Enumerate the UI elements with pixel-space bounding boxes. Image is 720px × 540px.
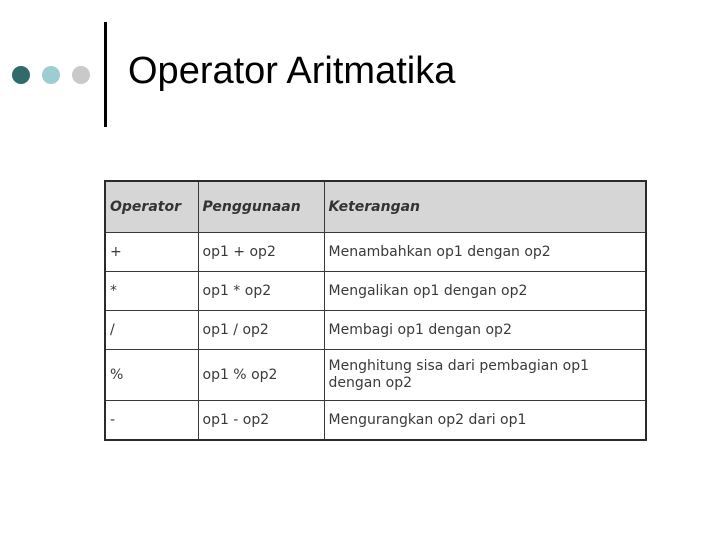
- title-divider: [104, 22, 107, 127]
- cell-description: Menambahkan op1 dengan op2: [324, 233, 646, 272]
- table-row: [105, 401, 646, 441]
- cell-operator: +: [105, 233, 198, 272]
- bullet-dot-2: [42, 66, 60, 84]
- cell-usage: op1 - op2: [198, 401, 324, 441]
- cell-description: Menghitung sisa dari pembagian op1 dengan op2: [324, 350, 646, 401]
- table-row: [105, 272, 646, 311]
- table-header-row: [105, 181, 646, 233]
- cell-usage: op1 / op2: [198, 311, 324, 350]
- cell-operator: -: [105, 401, 198, 441]
- header-operator: Operator: [105, 181, 198, 233]
- cell-operator: /: [105, 311, 198, 350]
- header-penggunaan: Penggunaan: [198, 181, 324, 233]
- bullet-dot-1: [12, 66, 30, 84]
- operator-table: [104, 180, 647, 441]
- table-row: [105, 233, 646, 272]
- table-row: [105, 350, 646, 401]
- cell-description: Mengurangkan op2 dari op1: [324, 401, 646, 441]
- cell-usage: op1 + op2: [198, 233, 324, 272]
- header-keterangan: Keterangan: [324, 181, 646, 233]
- cell-description: Mengalikan op1 dengan op2: [324, 272, 646, 311]
- bullet-dot-3: [72, 66, 90, 84]
- cell-usage: op1 % op2: [198, 350, 324, 401]
- cell-operator: %: [105, 350, 198, 401]
- cell-description: Membagi op1 dengan op2: [324, 311, 646, 350]
- cell-usage: op1 * op2: [198, 272, 324, 311]
- table-row: [105, 311, 646, 350]
- slide-title: Operator Aritmatika: [128, 50, 456, 92]
- cell-operator: *: [105, 272, 198, 311]
